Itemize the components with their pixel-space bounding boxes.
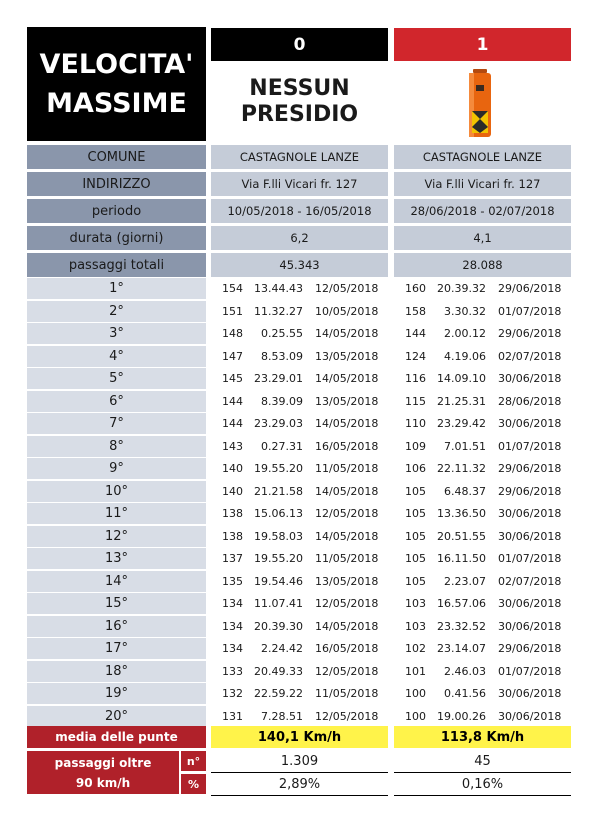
speed-cell: 103 bbox=[405, 620, 426, 633]
divider bbox=[211, 772, 388, 773]
table-row bbox=[394, 458, 571, 479]
speed-cell: 138 bbox=[222, 507, 243, 520]
date-cell: 02/07/2018 bbox=[498, 575, 562, 588]
speed-cell: 154 bbox=[222, 282, 243, 295]
time-cell: 23.32.52 bbox=[437, 620, 486, 633]
time-cell: 8.39.09 bbox=[261, 395, 303, 408]
info-value-col-1: 28.088 bbox=[394, 253, 571, 277]
table-row bbox=[394, 683, 571, 704]
table-row bbox=[394, 593, 571, 614]
table-row bbox=[211, 391, 388, 412]
speed-cell: 134 bbox=[222, 597, 243, 610]
table-row bbox=[211, 526, 388, 547]
speed-cell: 124 bbox=[405, 350, 426, 363]
table-row bbox=[211, 706, 388, 727]
media-value-0: 140,1 Km/h bbox=[211, 726, 388, 748]
table-row bbox=[394, 301, 571, 322]
speed-cell: 100 bbox=[405, 710, 426, 723]
time-cell: 23.29.01 bbox=[254, 372, 303, 385]
table-row bbox=[211, 548, 388, 569]
time-cell: 14.09.10 bbox=[437, 372, 486, 385]
time-cell: 8.53.09 bbox=[261, 350, 303, 363]
speed-cell: 103 bbox=[405, 597, 426, 610]
date-cell: 10/05/2018 bbox=[315, 305, 379, 318]
date-cell: 01/07/2018 bbox=[498, 665, 562, 678]
rank-label: 8° bbox=[27, 436, 206, 457]
rank-label: 14° bbox=[27, 571, 206, 592]
time-cell: 20.39.30 bbox=[254, 620, 303, 633]
time-cell: 16.57.06 bbox=[437, 597, 486, 610]
time-cell: 0.41.56 bbox=[444, 687, 486, 700]
rank-label: 17° bbox=[27, 638, 206, 659]
date-cell: 28/06/2018 bbox=[498, 395, 562, 408]
speed-cell: 140 bbox=[222, 485, 243, 498]
info-label: INDIRIZZO bbox=[27, 172, 206, 196]
speed-cell: 131 bbox=[222, 710, 243, 723]
time-cell: 19.55.20 bbox=[254, 552, 303, 565]
table-row bbox=[211, 436, 388, 457]
date-cell: 16/05/2018 bbox=[315, 642, 379, 655]
speed-cell: 109 bbox=[405, 440, 426, 453]
rank-label: 9° bbox=[27, 458, 206, 479]
info-value-col-1: 4,1 bbox=[394, 226, 571, 250]
table-row bbox=[394, 391, 571, 412]
speed-cell: 132 bbox=[222, 687, 243, 700]
info-value-col-0: Via F.lli Vicari fr. 127 bbox=[211, 172, 388, 196]
info-label: durata (giorni) bbox=[27, 226, 206, 250]
date-cell: 13/05/2018 bbox=[315, 395, 379, 408]
date-cell: 01/07/2018 bbox=[498, 305, 562, 318]
date-cell: 13/05/2018 bbox=[315, 575, 379, 588]
date-cell: 12/05/2018 bbox=[315, 507, 379, 520]
speed-cell: 110 bbox=[405, 417, 426, 430]
divider bbox=[211, 795, 388, 796]
media-label: media delle punte bbox=[27, 726, 206, 748]
info-value-col-0: CASTAGNOLE LANZE bbox=[211, 145, 388, 169]
date-cell: 29/06/2018 bbox=[498, 282, 562, 295]
n-value-0: 1.309 bbox=[280, 753, 319, 769]
table-row bbox=[211, 323, 388, 344]
table-row bbox=[211, 661, 388, 682]
date-cell: 29/06/2018 bbox=[498, 642, 562, 655]
time-cell: 7.28.51 bbox=[261, 710, 303, 723]
table-row bbox=[394, 368, 571, 389]
table-row bbox=[394, 571, 571, 592]
date-cell: 11/05/2018 bbox=[315, 462, 379, 475]
speed-cell: 148 bbox=[222, 327, 243, 340]
time-cell: 22.59.22 bbox=[254, 687, 303, 700]
info-value-col-1: CASTAGNOLE LANZE bbox=[394, 145, 571, 169]
time-cell: 2.24.42 bbox=[261, 642, 303, 655]
date-cell: 29/06/2018 bbox=[498, 327, 562, 340]
rank-label: 5° bbox=[27, 368, 206, 389]
time-cell: 3.30.32 bbox=[444, 305, 486, 318]
rank-label: 20° bbox=[27, 706, 206, 727]
speed-control-column-image bbox=[467, 69, 493, 139]
speed-cell: 102 bbox=[405, 642, 426, 655]
time-cell: 6.48.37 bbox=[444, 485, 486, 498]
speed-cell: 160 bbox=[405, 282, 426, 295]
date-cell: 30/06/2018 bbox=[498, 597, 562, 610]
table-row bbox=[394, 661, 571, 682]
time-cell: 19.54.46 bbox=[254, 575, 303, 588]
table-row bbox=[211, 481, 388, 502]
table-row bbox=[394, 548, 571, 569]
time-cell: 2.23.07 bbox=[444, 575, 486, 588]
date-cell: 30/06/2018 bbox=[498, 417, 562, 430]
time-cell: 19.55.20 bbox=[254, 462, 303, 475]
speed-cell: 135 bbox=[222, 575, 243, 588]
speed-cell: 133 bbox=[222, 665, 243, 678]
pct-value-0: 2,89% bbox=[278, 776, 321, 792]
speed-cell: 105 bbox=[405, 507, 426, 520]
table-row bbox=[211, 346, 388, 367]
time-cell: 13.36.50 bbox=[437, 507, 486, 520]
table-row bbox=[211, 571, 388, 592]
time-cell: 20.49.33 bbox=[254, 665, 303, 678]
subtitle-line-1: NESSUN bbox=[249, 76, 350, 101]
speed-cell: 105 bbox=[405, 530, 426, 543]
rank-label: 15° bbox=[27, 593, 206, 614]
speed-cell: 144 bbox=[405, 327, 426, 340]
info-value-col-1: Via F.lli Vicari fr. 127 bbox=[394, 172, 571, 196]
time-cell: 20.51.55 bbox=[437, 530, 486, 543]
time-cell: 11.07.41 bbox=[254, 597, 303, 610]
date-cell: 02/07/2018 bbox=[498, 350, 562, 363]
n-label: n° bbox=[181, 751, 206, 771]
time-cell: 0.27.31 bbox=[261, 440, 303, 453]
date-cell: 30/06/2018 bbox=[498, 372, 562, 385]
oltre-label bbox=[27, 751, 179, 794]
speed-cell: 100 bbox=[405, 687, 426, 700]
speed-cell: 105 bbox=[405, 485, 426, 498]
rank-label: 10° bbox=[27, 481, 206, 502]
speed-cell: 144 bbox=[222, 417, 243, 430]
date-cell: 11/05/2018 bbox=[315, 687, 379, 700]
rank-label: 13° bbox=[27, 548, 206, 569]
title-line-2: MASSIME bbox=[46, 88, 187, 119]
date-cell: 13/05/2018 bbox=[315, 350, 379, 363]
page-title bbox=[27, 27, 206, 141]
info-value-col-0: 6,2 bbox=[211, 226, 388, 250]
speed-cell: 105 bbox=[405, 552, 426, 565]
date-cell: 16/05/2018 bbox=[315, 440, 379, 453]
date-cell: 30/06/2018 bbox=[498, 530, 562, 543]
divider bbox=[394, 795, 571, 796]
media-value-1: 113,8 Km/h bbox=[394, 726, 571, 748]
info-label: periodo bbox=[27, 199, 206, 223]
info-value-col-0: 45.343 bbox=[211, 253, 388, 277]
time-cell: 4.19.06 bbox=[444, 350, 486, 363]
date-cell: 12/05/2018 bbox=[315, 597, 379, 610]
time-cell: 23.14.07 bbox=[437, 642, 486, 655]
table-row bbox=[211, 683, 388, 704]
n-value-1: 45 bbox=[474, 753, 491, 769]
date-cell: 01/07/2018 bbox=[498, 552, 562, 565]
speed-cell: 116 bbox=[405, 372, 426, 385]
rank-label: 2° bbox=[27, 301, 206, 322]
table-row bbox=[211, 368, 388, 389]
info-label: passaggi totali bbox=[27, 253, 206, 277]
table-row bbox=[211, 301, 388, 322]
time-cell: 2.00.12 bbox=[444, 327, 486, 340]
speed-cell: 115 bbox=[405, 395, 426, 408]
rank-label: 3° bbox=[27, 323, 206, 344]
time-cell: 7.01.51 bbox=[444, 440, 486, 453]
speed-cell: 147 bbox=[222, 350, 243, 363]
rank-label: 18° bbox=[27, 661, 206, 682]
table-row bbox=[394, 346, 571, 367]
rank-label: 1° bbox=[27, 278, 206, 299]
date-cell: 30/06/2018 bbox=[498, 710, 562, 723]
time-cell: 2.46.03 bbox=[444, 665, 486, 678]
table-row bbox=[394, 638, 571, 659]
speed-cell: 145 bbox=[222, 372, 243, 385]
table-row bbox=[394, 526, 571, 547]
speed-cell: 138 bbox=[222, 530, 243, 543]
rank-label: 16° bbox=[27, 616, 206, 637]
table-row bbox=[394, 706, 571, 727]
table-row bbox=[211, 413, 388, 434]
table-row bbox=[211, 616, 388, 637]
time-cell: 20.39.32 bbox=[437, 282, 486, 295]
table-row bbox=[211, 638, 388, 659]
pct-value-1: 0,16% bbox=[461, 776, 504, 792]
rank-label: 7° bbox=[27, 413, 206, 434]
date-cell: 11/05/2018 bbox=[315, 552, 379, 565]
divider bbox=[394, 772, 571, 773]
date-cell: 30/06/2018 bbox=[498, 620, 562, 633]
speed-cell: 134 bbox=[222, 642, 243, 655]
speed-cell: 137 bbox=[222, 552, 243, 565]
date-cell: 14/05/2018 bbox=[315, 485, 379, 498]
time-cell: 15.06.13 bbox=[254, 507, 303, 520]
speed-cell: 106 bbox=[405, 462, 426, 475]
oltre-label-line-2: 90 km/h bbox=[75, 775, 131, 790]
rank-label: 4° bbox=[27, 346, 206, 367]
speed-cell: 144 bbox=[222, 395, 243, 408]
speed-cell: 158 bbox=[405, 305, 426, 318]
date-cell: 29/06/2018 bbox=[498, 485, 562, 498]
time-cell: 21.25.31 bbox=[437, 395, 486, 408]
time-cell: 13.44.43 bbox=[254, 282, 303, 295]
date-cell: 14/05/2018 bbox=[315, 417, 379, 430]
rank-label: 19° bbox=[27, 683, 206, 704]
column-0-subtitle bbox=[211, 64, 388, 140]
time-cell: 21.21.58 bbox=[254, 485, 303, 498]
rank-label: 6° bbox=[27, 391, 206, 412]
info-value-col-0: 10/05/2018 - 16/05/2018 bbox=[211, 199, 388, 223]
info-label: COMUNE bbox=[27, 145, 206, 169]
date-cell: 12/05/2018 bbox=[315, 665, 379, 678]
time-cell: 19.00.26 bbox=[437, 710, 486, 723]
rank-label: 11° bbox=[27, 503, 206, 524]
time-cell: 16.11.50 bbox=[437, 552, 486, 565]
date-cell: 12/05/2018 bbox=[315, 282, 379, 295]
subtitle-line-2: PRESIDIO bbox=[240, 102, 359, 127]
pct-label: % bbox=[181, 774, 206, 794]
time-cell: 19.58.03 bbox=[254, 530, 303, 543]
date-cell: 14/05/2018 bbox=[315, 327, 379, 340]
table-row bbox=[211, 458, 388, 479]
speed-cell: 134 bbox=[222, 620, 243, 633]
oltre-label-line-1: passaggi oltre bbox=[54, 755, 152, 770]
table-row bbox=[394, 323, 571, 344]
table-row bbox=[211, 278, 388, 299]
table-row bbox=[394, 436, 571, 457]
date-cell: 30/06/2018 bbox=[498, 687, 562, 700]
date-cell: 30/06/2018 bbox=[498, 507, 562, 520]
time-cell: 23.29.42 bbox=[437, 417, 486, 430]
table-row bbox=[211, 593, 388, 614]
rank-label: 12° bbox=[27, 526, 206, 547]
table-row bbox=[394, 481, 571, 502]
table-row bbox=[394, 278, 571, 299]
speed-cell: 151 bbox=[222, 305, 243, 318]
table-row bbox=[394, 503, 571, 524]
title-line-1: VELOCITA' bbox=[39, 49, 194, 80]
speed-cell: 140 bbox=[222, 462, 243, 475]
date-cell: 14/05/2018 bbox=[315, 372, 379, 385]
date-cell: 01/07/2018 bbox=[498, 440, 562, 453]
speed-cell: 105 bbox=[405, 575, 426, 588]
speed-cell: 101 bbox=[405, 665, 426, 678]
date-cell: 12/05/2018 bbox=[315, 710, 379, 723]
time-cell: 0.25.55 bbox=[261, 327, 303, 340]
speed-cell: 143 bbox=[222, 440, 243, 453]
column-1-header: 1 bbox=[394, 28, 571, 61]
time-cell: 22.11.32 bbox=[437, 462, 486, 475]
table-row bbox=[394, 413, 571, 434]
time-cell: 11.32.27 bbox=[254, 305, 303, 318]
date-cell: 29/06/2018 bbox=[498, 462, 562, 475]
date-cell: 14/05/2018 bbox=[315, 620, 379, 633]
table-row bbox=[211, 503, 388, 524]
info-value-col-1: 28/06/2018 - 02/07/2018 bbox=[394, 199, 571, 223]
column-0-header: 0 bbox=[211, 28, 388, 61]
time-cell: 23.29.03 bbox=[254, 417, 303, 430]
table-row bbox=[394, 616, 571, 637]
date-cell: 14/05/2018 bbox=[315, 530, 379, 543]
